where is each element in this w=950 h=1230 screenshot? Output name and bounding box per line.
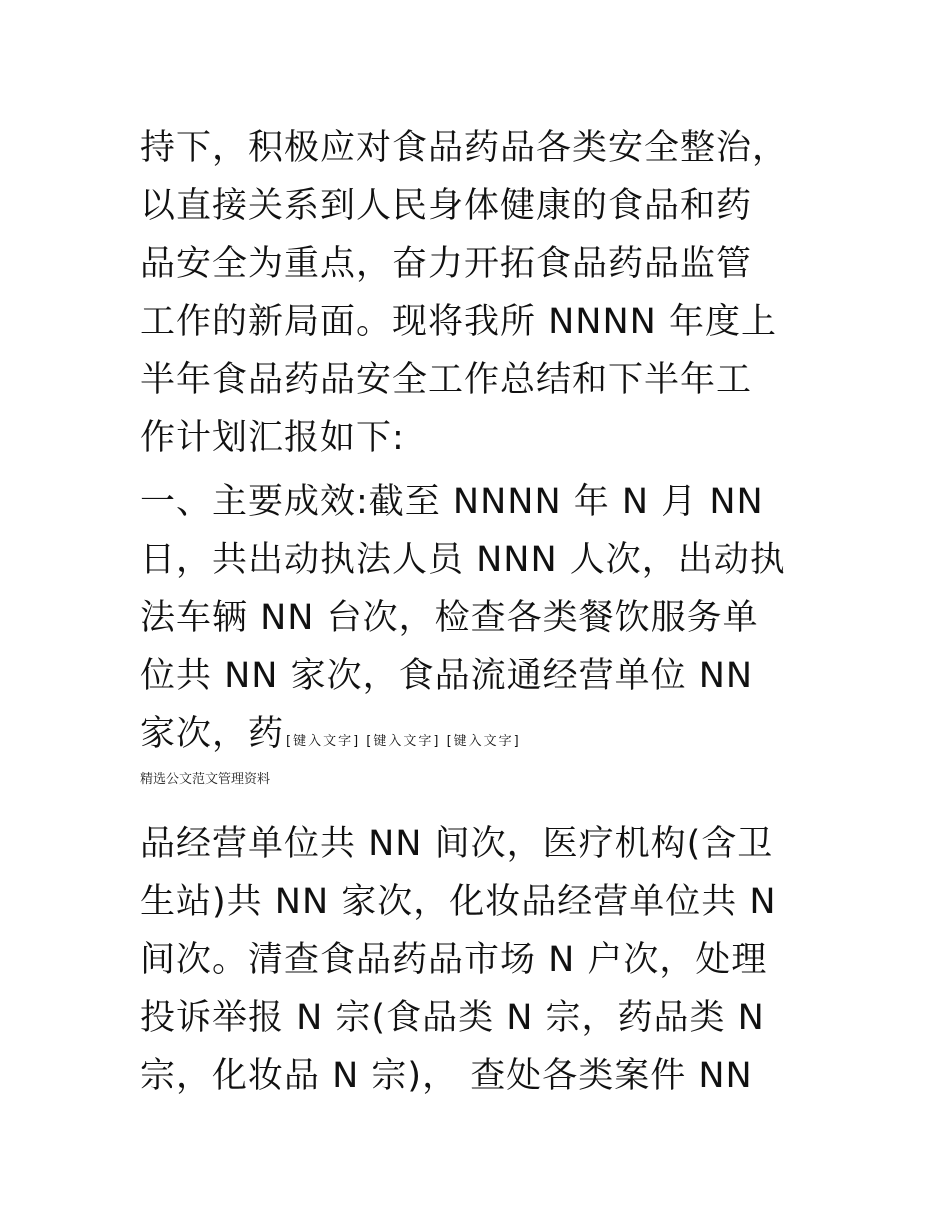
- text-fragment: 家次，药: [140, 714, 285, 754]
- text-line: 品经营单位共 NN 间次，医疗机构(含卫: [140, 824, 774, 864]
- paragraph-achievements: [140, 473, 830, 763]
- text-line: 间次。清查食品药品市场 N 户次，处理: [140, 940, 768, 980]
- text-line: 以直接关系到人民身体健康的食品和药: [140, 186, 753, 226]
- text-line: 一、主要成效:截至 NNNN 年 N 月 NN: [140, 482, 764, 522]
- text-line: 宗，化妆品 N 宗)， 查处各类案件 NN: [140, 1056, 753, 1096]
- text-line-with-header: [140, 705, 830, 763]
- footer-label: 精选公文范文管理资料: [140, 772, 271, 787]
- text-line: 法车辆 NN 台次，检查各类餐饮服务单: [140, 598, 759, 638]
- text-line: 位共 NN 家次，食品流通经营单位 NN: [140, 656, 754, 696]
- text-line: 日，共出动执法人员 NNN 人次，出动执: [140, 540, 786, 580]
- paragraph-intro: [140, 119, 830, 467]
- text-line: 持下，积极应对食品药品各类安全整治，: [140, 128, 789, 168]
- paragraph-continued: [140, 815, 830, 1105]
- header-placeholders: [键入文字] [键入文字] [键入文字]: [286, 734, 521, 749]
- text-line: 品安全为重点，奋力开拓食品药品监管: [140, 244, 753, 284]
- text-line: 作计划汇报如下:: [140, 418, 405, 458]
- text-line: 投诉举报 N 宗(食品类 N 宗，药品类 N: [140, 998, 765, 1038]
- text-line: 半年食品药品安全工作总结和下半年工: [140, 360, 753, 400]
- text-line: 生站)共 NN 家次，化妆品经营单位共 N: [140, 882, 777, 922]
- text-line: 工作的新局面。现将我所 NNNN 年度上: [140, 302, 777, 342]
